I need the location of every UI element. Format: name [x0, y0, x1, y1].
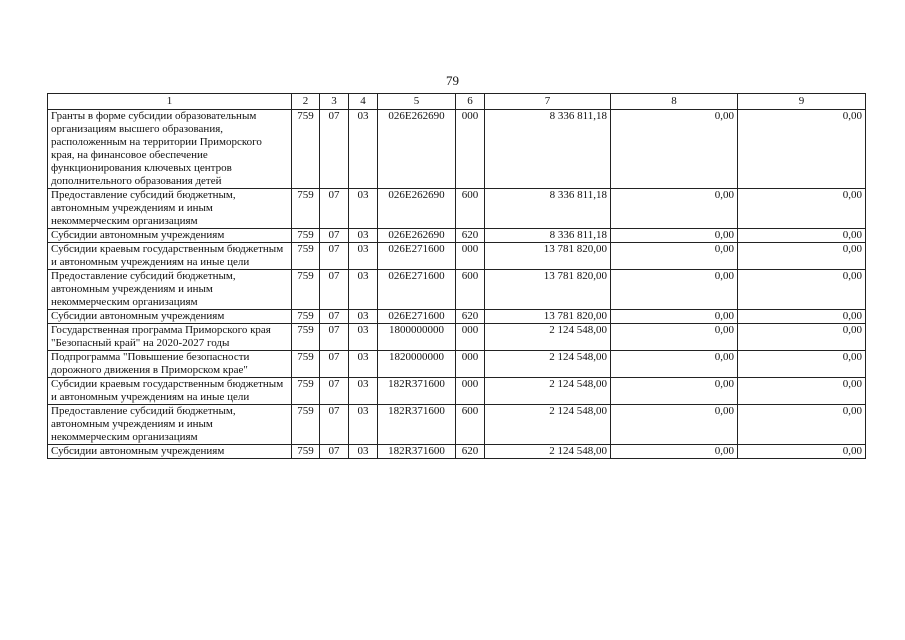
- target-article-cell: 1820000000: [378, 351, 456, 378]
- admin-code-cell: 759: [292, 243, 320, 270]
- section-cell: 07: [320, 378, 349, 405]
- amount-col7-cell: 8 336 811,18: [485, 229, 611, 243]
- column-header-1: 1: [48, 94, 292, 110]
- amount-col7-cell: 2 124 548,00: [485, 405, 611, 445]
- subsection-cell: 03: [349, 378, 378, 405]
- amount-col8-cell: 0,00: [611, 351, 738, 378]
- target-article-cell: 182R371600: [378, 445, 456, 459]
- column-header-7: 7: [485, 94, 611, 110]
- column-header-3: 3: [320, 94, 349, 110]
- column-header-8: 8: [611, 94, 738, 110]
- table-row: [48, 189, 866, 229]
- column-header-4: 4: [349, 94, 378, 110]
- amount-col7-cell: 13 781 820,00: [485, 243, 611, 270]
- subsection-cell: 03: [349, 243, 378, 270]
- amount-col8-cell: 0,00: [611, 378, 738, 405]
- row-name-cell: Предоставление субсидий бюджетным, автономным учреждениям и иным некоммерческим организациям: [48, 189, 292, 229]
- expense-type-cell: 620: [456, 310, 485, 324]
- target-article-cell: 1800000000: [378, 324, 456, 351]
- amount-col8-cell: 0,00: [611, 445, 738, 459]
- table-row: [48, 270, 866, 310]
- row-name-cell: Субсидии автономным учреждениям: [48, 445, 292, 459]
- section-cell: 07: [320, 351, 349, 378]
- row-name-cell: Государственная программа Приморского края "Безопасный край" на 2020-2027 годы: [48, 324, 292, 351]
- expense-type-cell: 000: [456, 110, 485, 189]
- admin-code-cell: 759: [292, 310, 320, 324]
- row-name-cell: Предоставление субсидий бюджетным, автономным учреждениям и иным некоммерческим организациям: [48, 270, 292, 310]
- subsection-cell: 03: [349, 405, 378, 445]
- table-row: [48, 243, 866, 270]
- section-cell: 07: [320, 405, 349, 445]
- table-row: [48, 378, 866, 405]
- section-cell: 07: [320, 445, 349, 459]
- expense-type-cell: 600: [456, 189, 485, 229]
- admin-code-cell: 759: [292, 405, 320, 445]
- expense-type-cell: 000: [456, 351, 485, 378]
- header-row: [48, 94, 866, 110]
- amount-col9-cell: 0,00: [738, 405, 866, 445]
- table-body: [48, 110, 866, 459]
- expense-type-cell: 000: [456, 378, 485, 405]
- subsection-cell: 03: [349, 351, 378, 378]
- section-cell: 07: [320, 270, 349, 310]
- amount-col9-cell: 0,00: [738, 378, 866, 405]
- target-article-cell: 026E262690: [378, 189, 456, 229]
- expense-type-cell: 000: [456, 324, 485, 351]
- column-header-6: 6: [456, 94, 485, 110]
- expense-type-cell: 620: [456, 229, 485, 243]
- row-name-cell: Подпрограмма "Повышение безопасности дорожного движения в Приморском крае": [48, 351, 292, 378]
- amount-col9-cell: 0,00: [738, 270, 866, 310]
- section-cell: 07: [320, 243, 349, 270]
- amount-col8-cell: 0,00: [611, 310, 738, 324]
- section-cell: 07: [320, 310, 349, 324]
- amount-col9-cell: 0,00: [738, 229, 866, 243]
- table-row: [48, 445, 866, 459]
- admin-code-cell: 759: [292, 378, 320, 405]
- amount-col9-cell: 0,00: [738, 324, 866, 351]
- page-number: 79: [446, 73, 459, 88]
- budget-table: [47, 93, 866, 459]
- target-article-cell: 026E262690: [378, 110, 456, 189]
- admin-code-cell: 759: [292, 110, 320, 189]
- expense-type-cell: 600: [456, 270, 485, 310]
- amount-col9-cell: 0,00: [738, 189, 866, 229]
- amount-col7-cell: 2 124 548,00: [485, 324, 611, 351]
- amount-col9-cell: 0,00: [738, 110, 866, 189]
- target-article-cell: 026E271600: [378, 243, 456, 270]
- column-header-2: 2: [292, 94, 320, 110]
- column-header-5: 5: [378, 94, 456, 110]
- amount-col7-cell: 8 336 811,18: [485, 110, 611, 189]
- target-article-cell: 182R371600: [378, 378, 456, 405]
- amount-col7-cell: 2 124 548,00: [485, 351, 611, 378]
- admin-code-cell: 759: [292, 229, 320, 243]
- section-cell: 07: [320, 229, 349, 243]
- amount-col9-cell: 0,00: [738, 243, 866, 270]
- table-row: [48, 405, 866, 445]
- table-row: [48, 324, 866, 351]
- amount-col7-cell: 2 124 548,00: [485, 445, 611, 459]
- amount-col7-cell: 8 336 811,18: [485, 189, 611, 229]
- column-header-9: 9: [738, 94, 866, 110]
- admin-code-cell: 759: [292, 445, 320, 459]
- section-cell: 07: [320, 189, 349, 229]
- admin-code-cell: 759: [292, 351, 320, 378]
- row-name-cell: Предоставление субсидий бюджетным, автономным учреждениям и иным некоммерческим организациям: [48, 405, 292, 445]
- subsection-cell: 03: [349, 445, 378, 459]
- amount-col8-cell: 0,00: [611, 243, 738, 270]
- table-row: [48, 310, 866, 324]
- row-name-cell: Субсидии краевым государственным бюджетным и автономным учреждениям на иные цели: [48, 378, 292, 405]
- table-row: [48, 351, 866, 378]
- expense-type-cell: 620: [456, 445, 485, 459]
- amount-col7-cell: 2 124 548,00: [485, 378, 611, 405]
- admin-code-cell: 759: [292, 270, 320, 310]
- amount-col7-cell: 13 781 820,00: [485, 270, 611, 310]
- amount-col8-cell: 0,00: [611, 229, 738, 243]
- admin-code-cell: 759: [292, 324, 320, 351]
- section-cell: 07: [320, 110, 349, 189]
- amount-col8-cell: 0,00: [611, 405, 738, 445]
- expense-type-cell: 600: [456, 405, 485, 445]
- row-name-cell: Гранты в форме субсидии образовательным организациям высшего образования, расположенным на территории Приморского края, на финансовое обеспечение функционирования ключевых центров дополнительного образования детей: [48, 110, 292, 189]
- subsection-cell: 03: [349, 324, 378, 351]
- table-row: [48, 110, 866, 189]
- amount-col9-cell: 0,00: [738, 351, 866, 378]
- admin-code-cell: 759: [292, 189, 320, 229]
- amount-col7-cell: 13 781 820,00: [485, 310, 611, 324]
- row-name-cell: Субсидии автономным учреждениям: [48, 310, 292, 324]
- table-row: [48, 229, 866, 243]
- amount-col9-cell: 0,00: [738, 445, 866, 459]
- target-article-cell: 026E271600: [378, 270, 456, 310]
- section-cell: 07: [320, 324, 349, 351]
- target-article-cell: 026E271600: [378, 310, 456, 324]
- row-name-cell: Субсидии краевым государственным бюджетным и автономным учреждениям на иные цели: [48, 243, 292, 270]
- subsection-cell: 03: [349, 189, 378, 229]
- row-name-cell: Субсидии автономным учреждениям: [48, 229, 292, 243]
- amount-col9-cell: 0,00: [738, 310, 866, 324]
- amount-col8-cell: 0,00: [611, 110, 738, 189]
- amount-col8-cell: 0,00: [611, 324, 738, 351]
- subsection-cell: 03: [349, 270, 378, 310]
- subsection-cell: 03: [349, 229, 378, 243]
- amount-col8-cell: 0,00: [611, 270, 738, 310]
- target-article-cell: 026E262690: [378, 229, 456, 243]
- expense-type-cell: 000: [456, 243, 485, 270]
- subsection-cell: 03: [349, 310, 378, 324]
- subsection-cell: 03: [349, 110, 378, 189]
- amount-col8-cell: 0,00: [611, 189, 738, 229]
- target-article-cell: 182R371600: [378, 405, 456, 445]
